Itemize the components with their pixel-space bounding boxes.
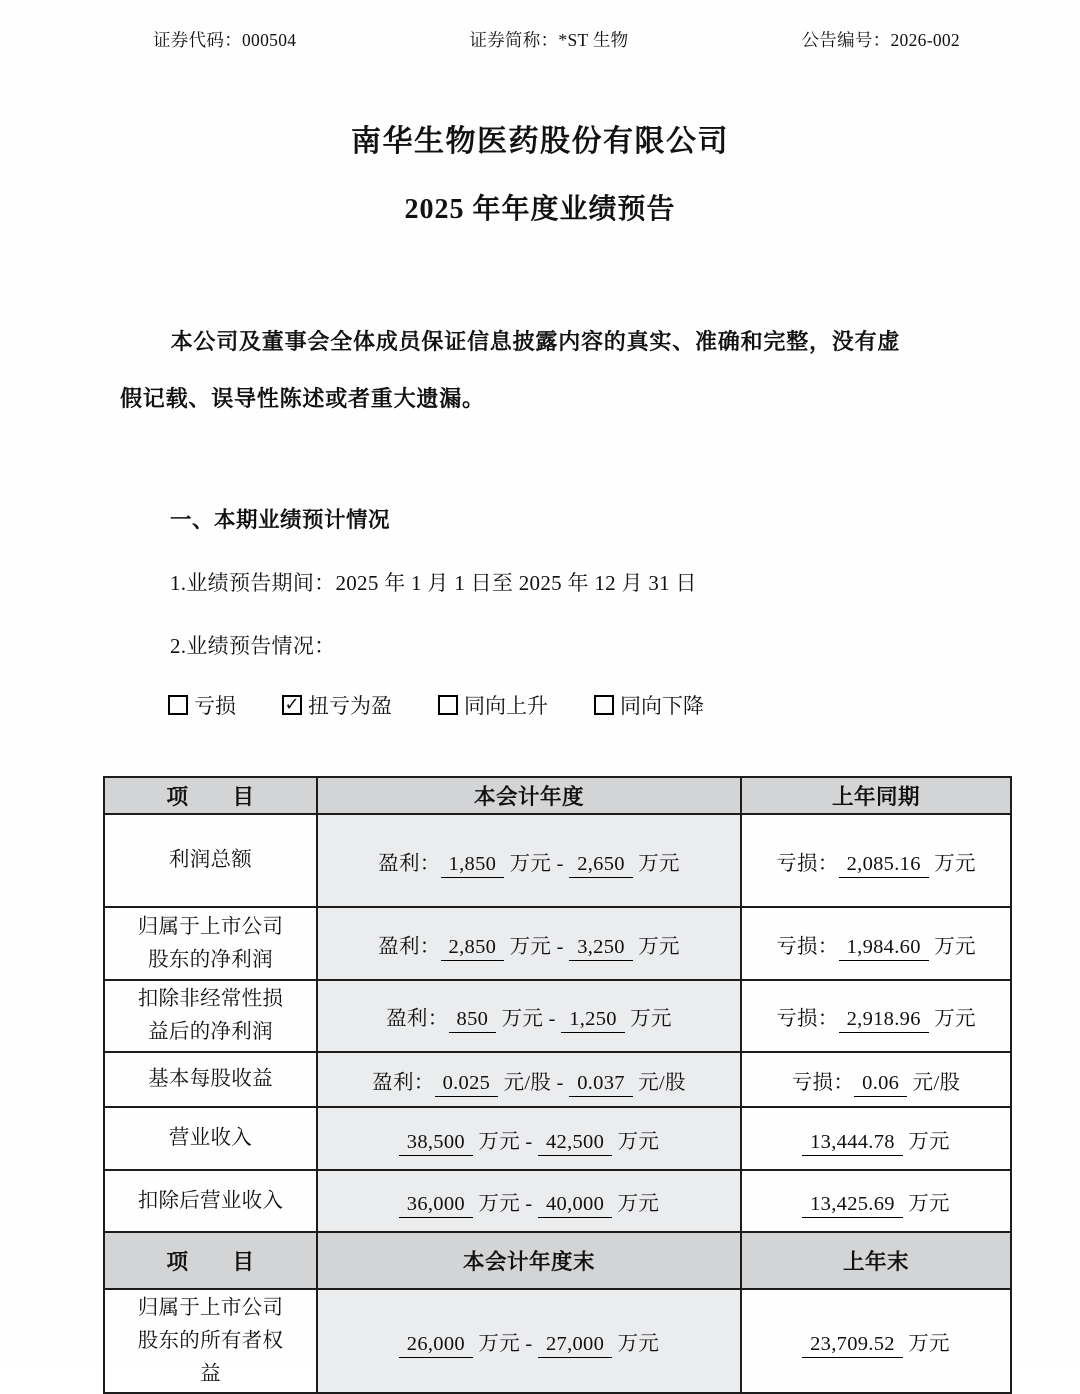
header-prior-year: 上年同期 [741, 777, 1011, 814]
row-current-value: 盈利： 2,850 万元 - 3,250 万元 [317, 907, 741, 980]
header-current-year: 本会计年度 [317, 777, 741, 814]
company-name-title: 南华生物医药股份有限公司 [351, 125, 729, 158]
checkbox-label: 同向上升 [464, 694, 548, 718]
checkbox-label: 同向下降 [620, 694, 704, 718]
row-prior-value: 23,709.52 万元 [741, 1289, 1011, 1393]
row-prior-value: 亏损： 2,918.96 万元 [741, 980, 1011, 1052]
checkbox-same-direction-down [594, 690, 704, 720]
row-item-label: 扣除非经常性损益后的净利润 [104, 980, 317, 1052]
disclosure-statement: 本公司及董事会全体成员保证信息披露内容的真实、准确和完整，没有虚假记载、误导性陈述或者重大遗漏。 [120, 329, 901, 411]
header-current-year-end: 本会计年度末 [317, 1232, 741, 1289]
stock-code: 证券代码：000504 [153, 30, 297, 50]
forecast-type-line: 2.业绩预告情况： [170, 634, 336, 658]
checkbox-label: 扭亏为盈 [308, 694, 392, 718]
row-item-label: 利润总额 [104, 814, 317, 907]
header-item: 项 目 [104, 1232, 317, 1289]
row-prior-value: 亏损： 1,984.60 万元 [741, 907, 1011, 980]
row-current-value: 36,000 万元 - 40,000 万元 [317, 1170, 741, 1232]
table-row [104, 1052, 1011, 1107]
row-prior-value: 亏损： 2,085.16 万元 [741, 814, 1011, 907]
table-row [104, 1107, 1011, 1170]
row-item-label: 归属于上市公司股东的净利润 [104, 907, 317, 980]
table-row [104, 1170, 1011, 1232]
stock-abbreviation: 证券简称：*ST 生物 [469, 30, 629, 50]
checkbox-icon [438, 695, 458, 715]
row-current-value: 盈利： 0.025 元/股 - 0.037 元/股 [317, 1052, 741, 1107]
performance-forecast-table [103, 776, 1012, 1394]
row-item-label: 基本每股收益 [104, 1052, 317, 1107]
checkbox-checked-icon: ✓ [282, 695, 302, 715]
row-current-value: 38,500 万元 - 42,500 万元 [317, 1107, 741, 1170]
announcement-number: 公告编号：2026-002 [801, 30, 960, 50]
document-meta-bar [0, 0, 1080, 52]
header-item: 项 目 [104, 777, 317, 814]
checkbox-icon [168, 695, 188, 715]
checkbox-turn-to-profit [282, 690, 392, 720]
checkbox-loss [168, 690, 236, 720]
table-row [104, 1289, 1011, 1393]
header-prior-year-end: 上年末 [741, 1232, 1011, 1289]
row-item-label: 归属于上市公司股东的所有者权益 [104, 1289, 317, 1393]
forecast-type-options [168, 690, 1080, 720]
row-prior-value: 13,425.69 万元 [741, 1170, 1011, 1232]
report-title: 2025 年年度业绩预告 [404, 194, 676, 225]
table-row [104, 814, 1011, 907]
table-row [104, 980, 1011, 1052]
row-current-value: 26,000 万元 - 27,000 万元 [317, 1289, 741, 1393]
row-prior-value: 亏损： 0.06 元/股 [741, 1052, 1011, 1107]
row-item-label: 营业收入 [104, 1107, 317, 1170]
row-item-label: 扣除后营业收入 [104, 1170, 317, 1232]
row-current-value: 盈利： 850 万元 - 1,250 万元 [317, 980, 741, 1052]
checkbox-label: 亏损 [194, 694, 236, 718]
table-row [104, 907, 1011, 980]
checkbox-icon [594, 695, 614, 715]
row-prior-value: 13,444.78 万元 [741, 1107, 1011, 1170]
forecast-period-line: 1.业绩预告期间：2025 年 1 月 1 日至 2025 年 12 月 31 日 [170, 571, 697, 595]
row-current-value: 盈利： 1,850 万元 - 2,650 万元 [317, 814, 741, 907]
table-header-row [104, 777, 1011, 814]
table-header-row [104, 1232, 1011, 1289]
checkbox-same-direction-up [438, 690, 548, 720]
section-heading: 一、本期业绩预计情况 [170, 508, 391, 532]
